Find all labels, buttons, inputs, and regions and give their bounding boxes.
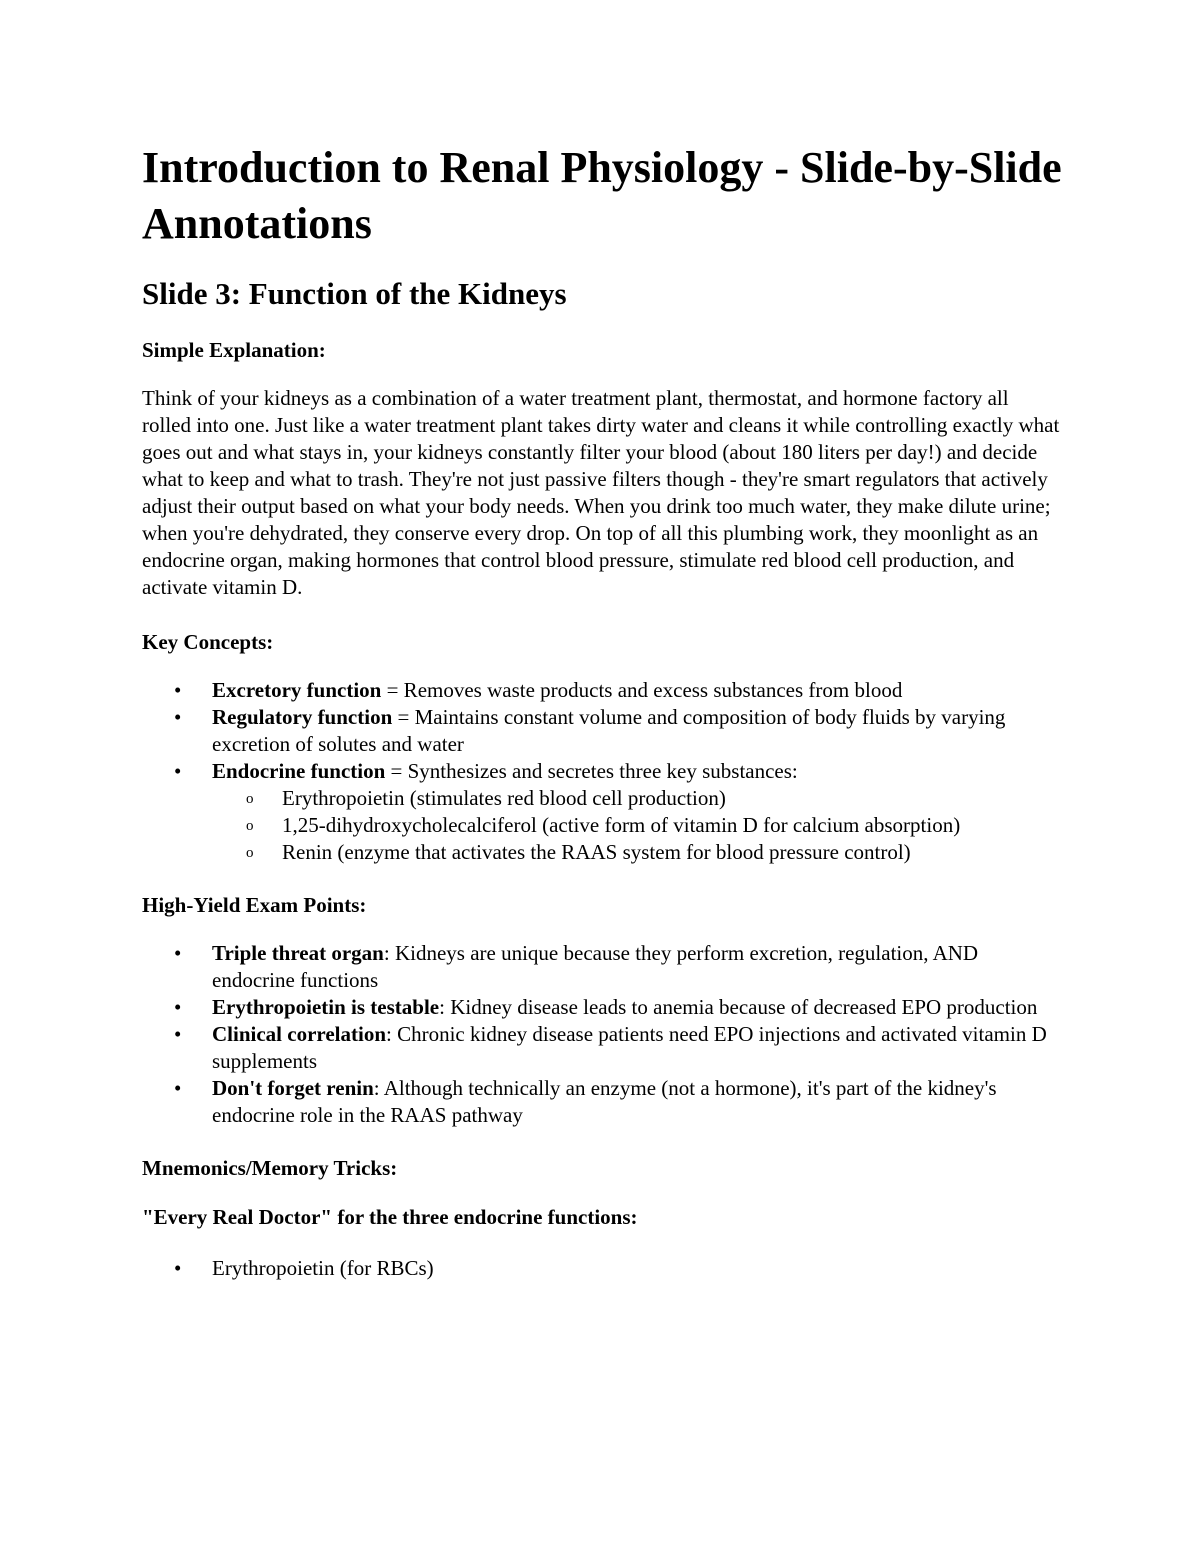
- concept-text: = Synthesizes and secretes three key substances:: [385, 759, 798, 783]
- list-item: [212, 1075, 1062, 1129]
- mnemonic-subheading: "Every Real Doctor" for the three endocrine functions:: [142, 1205, 638, 1229]
- sub-list-item: o Erythropoietin (stimulates red blood cell production): [282, 785, 1062, 812]
- exam-point-term: Triple threat organ: [212, 941, 384, 965]
- exam-point-term: Don't forget renin: [212, 1076, 374, 1100]
- sub-list-item: o Renin (enzyme that activates the RAAS system for blood pressure control): [282, 839, 1062, 866]
- list-item: [212, 940, 1062, 994]
- exam-point-text: : Kidneys are unique because they perform excretion, regulation, AND endocrine functions: [212, 941, 979, 992]
- sub-list-item: o 1,25-dihydroxycholecalciferol (active form of vitamin D for calcium absorption): [282, 812, 1062, 839]
- key-concepts-heading: Key Concepts:: [142, 630, 274, 654]
- key-concepts-list: [142, 677, 1062, 866]
- list-item: • Erythropoietin (for RBCs): [212, 1255, 1062, 1282]
- simple-explanation-text: Think of your kidneys as a combination of a water treatment plant, thermostat, and hormone factory all rolled into one. Just like a water treatment plant takes dirty water and cleans it while controlling exactly what goes out and what stays in, your kidneys constantly filter your blood (about 180 liters per day!) and decide what to keep and what to trash. They're not just passive filters though - they're smart regulators that actively adjust their output based on what your body needs. When you drink too much water, they make dilute urine; when you're dehydrated, they conserve every drop. On top of all this plumbing work, they moonlight as an endocrine organ, making hormones that control blood pressure, stimulate red blood cell production, and activate vitamin D.: [142, 386, 1060, 599]
- mnemonics-list: [142, 1255, 1062, 1282]
- exam-point-term: Clinical correlation: [212, 1022, 386, 1046]
- document-page: [142, 140, 1062, 1307]
- exam-point-text: : Kidney disease leads to anemia because of decreased EPO production: [439, 995, 1038, 1019]
- concept-term: Regulatory function: [212, 705, 393, 729]
- exam-points-heading: High-Yield Exam Points:: [142, 893, 367, 917]
- exam-point-term: Erythropoietin is testable: [212, 995, 440, 1019]
- exam-point-text: : Although technically an enzyme (not a hormone), it's part of the kidney's endocrine role in the RAAS pathway: [212, 1076, 997, 1127]
- simple-explanation-heading: Simple Explanation:: [142, 338, 326, 362]
- list-item: [212, 758, 1062, 866]
- mnemonics-heading: Mnemonics/Memory Tricks:: [142, 1156, 398, 1180]
- exam-point-text: : Chronic kidney disease patients need EPO injections and activated vitamin D supplements: [212, 1022, 1047, 1073]
- exam-points-list: [142, 940, 1062, 1129]
- concept-text: = Removes waste products and excess substances from blood: [381, 678, 903, 702]
- list-item: [212, 677, 1062, 704]
- endocrine-substances-list: [212, 785, 1062, 866]
- concept-text: = Maintains constant volume and composition of body fluids by varying excretion of solutes and water: [212, 705, 1006, 756]
- slide-heading: Slide 3: Function of the Kidneys: [142, 276, 567, 311]
- document-title: Introduction to Renal Physiology - Slide-by-Slide Annotations: [142, 143, 1062, 248]
- list-item: [212, 1021, 1062, 1075]
- concept-term: Excretory function: [212, 678, 382, 702]
- list-item: [212, 994, 1062, 1021]
- list-item: [212, 704, 1062, 758]
- concept-term: Endocrine function: [212, 759, 386, 783]
